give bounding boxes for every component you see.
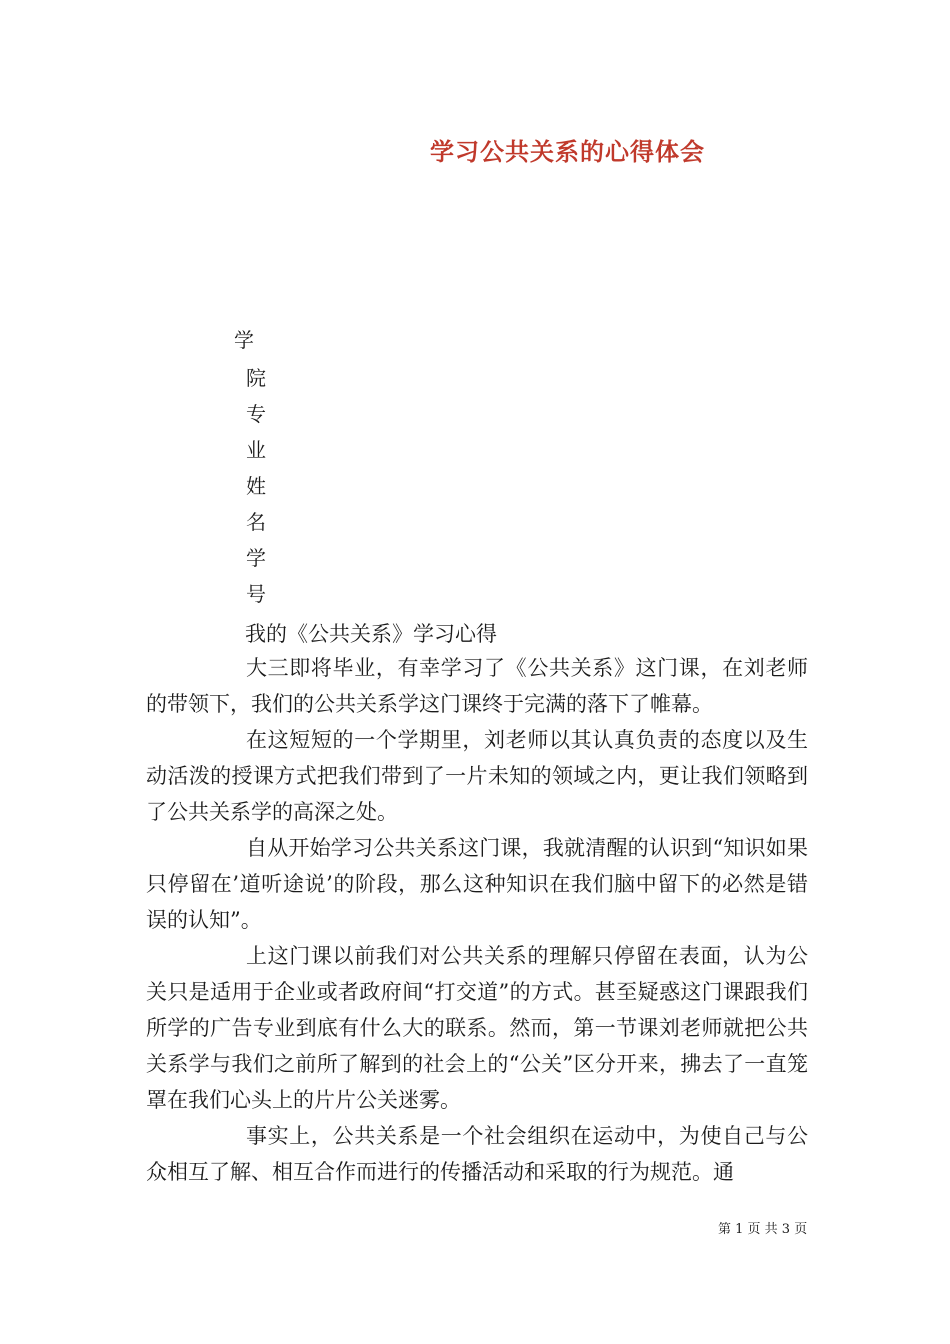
page-footer: 第 1 页 共 3 页 [718,1222,808,1237]
vertical-char: 名 [246,510,266,534]
vertical-char: 专 [246,402,266,426]
vertical-char: 业 [246,438,266,462]
paragraph: 在这短短的一个学期里，刘老师以其认真负责的态度以及生动活泼的授课方式把我们带到了一片未知的领域之内，更让我们领略到了公共关系学的高深之处。 [146,728,808,824]
essay-subtitle: 我的《公共关系》学习心得 [245,622,497,646]
paragraph: 大三即将毕业，有幸学习了《公共关系》这门课，在刘老师的带领下，我们的公共关系学这门课终于完满的落下了帷幕。 [146,656,808,716]
paragraph: 自从开始学习公共关系这门课，我就清醒的认识到“知识如果只停留在’道听途说’的阶段，那么这种知识在我们脑中留下的必然是错误的认知”。 [146,836,808,932]
vertical-char: 姓 [246,474,266,498]
vertical-char: 学 [234,328,254,352]
essay-body [146,650,808,1190]
vertical-char: 学 [246,546,266,570]
document-title: 学习公共关系的心得体会 [430,137,705,166]
vertical-char: 号 [246,582,266,606]
paragraph: 上这门课以前我们对公共关系的理解只停留在表面，认为公关只是适用于企业或者政府间“打交道”的方式。甚至疑惑这门课跟我们所学的广告专业到底有什么大的联系。然而，第一节课刘老师就把公共关系学与我们之前所了解到的社会上的“公关”区分开来，拂去了一直笼罩在我们心头上的片片公关迷雾。 [146,944,808,1112]
paragraph: 事实上，公共关系是一个社会组织在运动中，为使自己与公众相互了解、相互合作而进行的传播活动和采取的行为规范。通 [146,1124,808,1184]
vertical-char: 院 [246,366,266,390]
